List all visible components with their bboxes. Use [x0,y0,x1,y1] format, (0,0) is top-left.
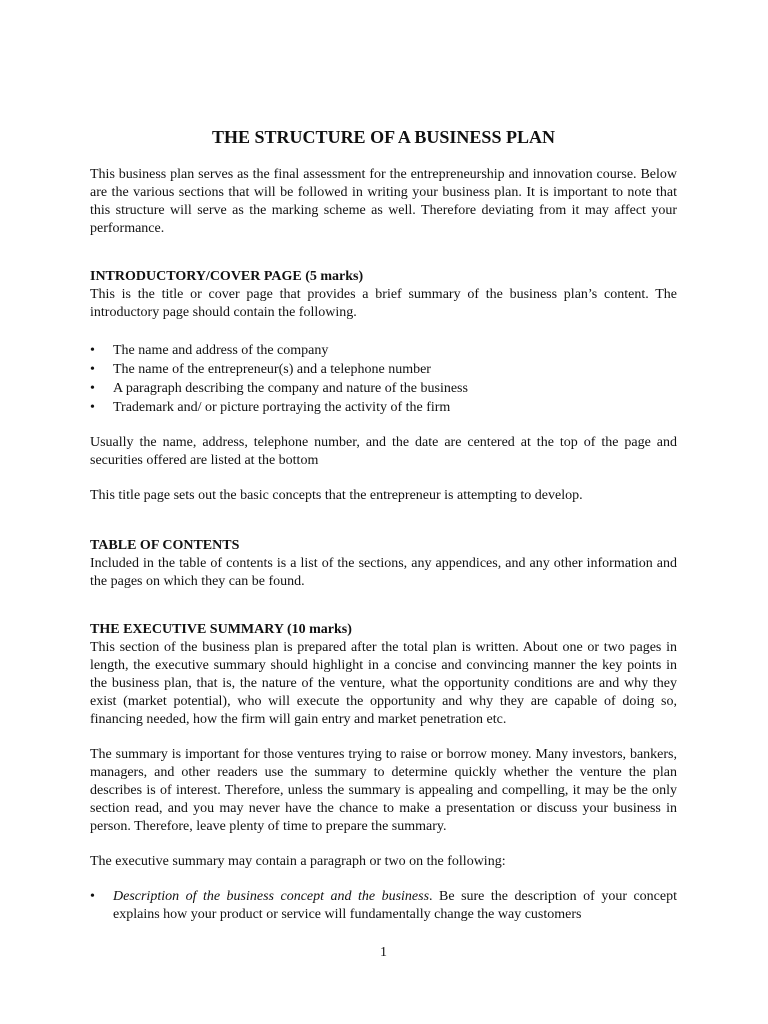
page-number: 1 [380,945,387,960]
exec-bullet-italic: Description of the business concept and the business [113,889,430,904]
exec-body-2: The summary is important for those ventures trying to raise or borrow money. Many investors, bankers, managers, and other readers use the summary to determine quickly whether the venture the plan describes is of interest. Therefore, unless the summary is appealing and compelling, it may be the only section read, and you may never have the chance to make a presentation or discuss your business in person. Therefore, leave plenty of time to prepare the summary. [90,747,677,834]
cover-body: This is the title or cover page that provides a brief summary of the business plan’s content. The introductory page should contain the following. [90,287,677,320]
bullet-icon: • [90,381,95,396]
bullet-icon: • [90,400,95,415]
toc-section [90,537,677,591]
intro-paragraph: This business plan serves as the final assessment for the entrepreneurship and innovation course. Below are the various sections that will be followed in writing your business plan. It is important to note that this structure will serve as the marking scheme as well. Therefore deviating from it may affect your performance. [90,167,677,236]
list-item: • The name and address of the company [90,343,329,358]
bullet-icon: • [90,889,95,904]
cover-heading: INTRODUCTORY/COVER PAGE (5 marks) [90,269,364,284]
exec-bullet-item [90,888,677,924]
list-item: • The name of the entrepreneur(s) and a telephone number [90,362,431,377]
list-item: • Trademark and/ or picture portraying the activity of the firm [90,400,451,415]
exec-bullet-text: . Be sure the description of your concept explains how your product or service will fundamentally change the way customers [113,889,677,922]
list-item: • A paragraph describing the company and nature of the business [90,381,468,396]
toc-heading: TABLE OF CONTENTS [90,538,240,553]
cover-bullet-list [90,341,677,417]
exec-heading: THE EXECUTIVE SUMMARY (10 marks) [90,622,352,637]
cover-note-2: This title page sets out the basic concepts that the entrepreneur is attempting to develop. [90,488,583,503]
exec-body-1: This section of the business plan is prepared after the total plan is written. About one or two pages in length, the executive summary should highlight in a concise and convincing manner the key points in the business plan, that is, the nature of the venture, what the opportunity conditions are and why they exist (market potential), who will execute the opportunity and why they are capable of doing so, financing needed, how the firm will gain entry and market penetration etc. [90,640,677,727]
cover-section [90,268,677,322]
bullet-icon: • [90,343,95,358]
bullet-icon: • [90,362,95,377]
document-title: THE STRUCTURE OF A BUSINESS PLAN [212,127,555,147]
toc-body: Included in the table of contents is a list of the sections, any appendices, and any other information and the pages on which they can be found. [90,556,677,589]
exec-section [90,621,677,729]
exec-body-3: The executive summary may contain a paragraph or two on the following: [90,854,506,869]
cover-note-1: Usually the name, address, telephone number, and the date are centered at the top of the page and securities offered are listed at the bottom [90,435,677,468]
